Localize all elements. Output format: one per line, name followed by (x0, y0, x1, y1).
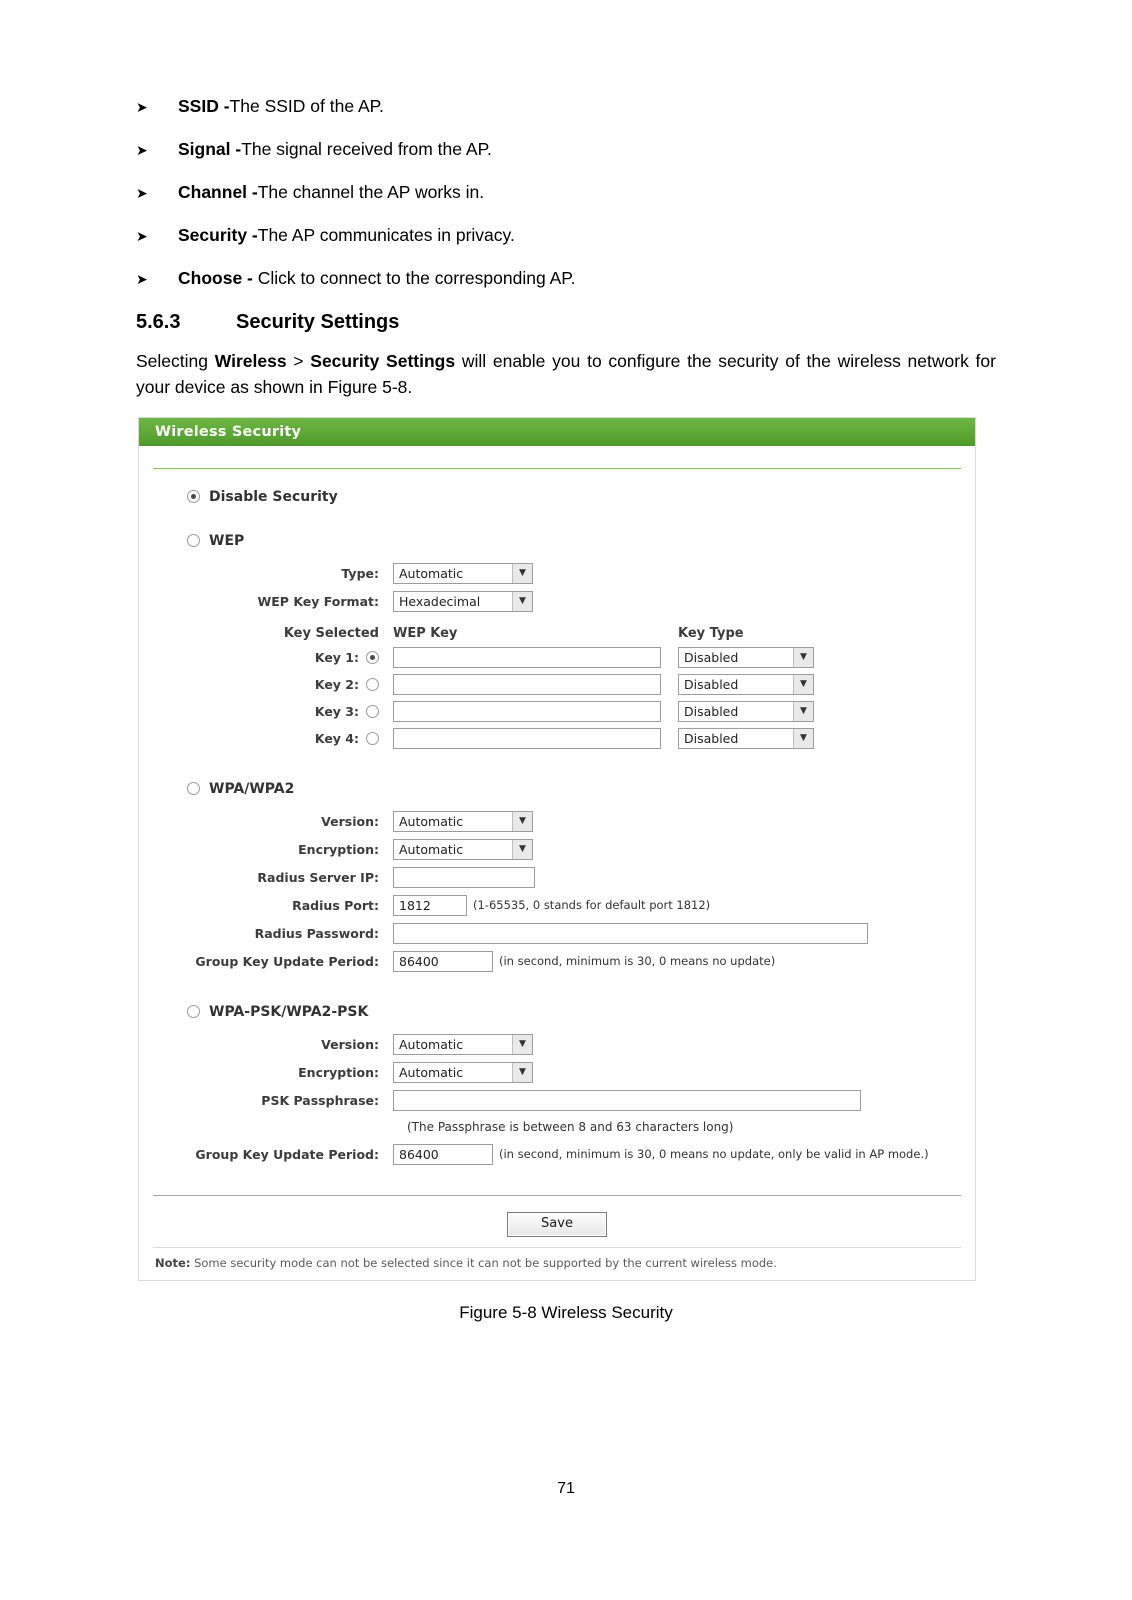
chevron-down-icon[interactable]: ▼ (793, 729, 813, 748)
psk-passphrase-hint: (The Passphrase is between 8 and 63 characters long) (407, 1119, 734, 1134)
note-label: Note: (155, 1255, 191, 1270)
definition: The signal received from the AP. (241, 139, 492, 159)
key1-input-cell (393, 647, 678, 668)
definition: The channel the AP works in. (257, 182, 485, 202)
page-content (136, 96, 996, 1323)
wpa-encryption-row (153, 839, 961, 860)
col-wep-key: WEP Key (393, 625, 458, 641)
psk-passphrase-label: PSK Passphrase: (261, 1092, 379, 1108)
key3-label-cell (153, 704, 393, 719)
wep-section (153, 533, 961, 749)
radius-port-label: Radius Port: (292, 897, 379, 913)
key2-label-cell (153, 677, 393, 692)
key2-input-cell (393, 674, 678, 695)
section-title: Security Settings (236, 311, 400, 333)
disable-security-option[interactable] (187, 489, 961, 505)
key4-type-cell (678, 728, 814, 749)
chevron-down-icon[interactable]: ▼ (512, 1035, 532, 1054)
wpa-group-key-hint: (in second, minimum is 30, 0 means no update) (499, 954, 776, 968)
col-key-type: Key Type (678, 625, 744, 641)
psk-encryption-select[interactable] (393, 1062, 533, 1083)
radius-port-hint: (1-65535, 0 stands for default port 1812) (473, 898, 711, 912)
term: Security - (178, 225, 258, 245)
radius-password-input[interactable] (393, 923, 868, 944)
chevron-down-icon[interactable]: ▼ (793, 675, 813, 694)
list-item (136, 268, 996, 289)
key2-input[interactable] (393, 674, 661, 695)
list-item (136, 182, 996, 203)
wpa-version-value: Automatic (399, 813, 464, 829)
term: Channel - (178, 182, 258, 202)
disable-security-label: Disable Security (209, 488, 338, 505)
radius-ip-label: Radius Server IP: (257, 869, 379, 885)
chevron-down-icon[interactable]: ▼ (512, 564, 532, 583)
term: SSID - (178, 96, 230, 116)
definition: The SSID of the AP. (229, 96, 384, 116)
wpa-psk-option[interactable] (187, 1004, 961, 1020)
list-item-text (178, 182, 484, 203)
wep-key-format-row (153, 591, 961, 612)
panel-body (139, 468, 975, 1280)
list-item-text (178, 268, 576, 289)
note-text: Some security mode can not be selected since it can not be supported by the current wireless mode. (194, 1255, 777, 1270)
para-part-1: Selecting (136, 351, 215, 371)
key3-type-select[interactable] (678, 701, 814, 722)
wep-type-select[interactable] (393, 563, 533, 584)
psk-encryption-label: Encryption: (298, 1064, 379, 1080)
chevron-down-icon[interactable]: ▼ (793, 702, 813, 721)
psk-group-key-label: Group Key Update Period: (195, 1146, 379, 1162)
key1-type-cell (678, 647, 814, 668)
radius-password-label: Radius Password: (254, 925, 379, 941)
psk-passphrase-row (153, 1090, 961, 1111)
definition: Click to connect to the corresponding AP. (257, 268, 576, 288)
radio-key-1[interactable] (366, 651, 379, 664)
radius-port-input[interactable]: 1812 (393, 895, 467, 916)
key4-input[interactable] (393, 728, 661, 749)
wpa-encryption-select[interactable] (393, 839, 533, 860)
list-item-text (178, 96, 384, 117)
chevron-down-icon[interactable]: ▼ (793, 648, 813, 667)
key1-label: Key 1: (314, 649, 359, 665)
key3-type-cell (678, 701, 814, 722)
table-row (153, 728, 961, 749)
psk-version-select[interactable] (393, 1034, 533, 1055)
col-key-selected: Key Selected (283, 625, 379, 641)
term: Choose - (178, 268, 258, 288)
bullet-arrow-icon: ➤ (136, 229, 148, 245)
wpa-section (153, 781, 961, 972)
wep-key-format-select[interactable] (393, 591, 533, 612)
radius-password-row (153, 923, 961, 944)
para-part-3: will enable you to configure the security of the wireless network for your device as shown in Figure 5-8. (136, 351, 996, 398)
psk-encryption-row (153, 1062, 961, 1083)
radius-port-row (153, 895, 961, 916)
radius-ip-input[interactable] (393, 867, 535, 888)
disable-security-section (153, 489, 961, 505)
figure-caption: Figure 5-8 Wireless Security (459, 1302, 673, 1322)
radio-wpa-psk[interactable] (187, 1005, 200, 1018)
radio-key-2[interactable] (366, 678, 379, 691)
key2-type-value: Disabled (684, 676, 739, 692)
key1-type-value: Disabled (684, 649, 739, 665)
wpa-version-label: Version: (321, 813, 379, 829)
para-bold-security-settings: Security Settings (310, 351, 456, 371)
wep-type-row (153, 563, 961, 584)
wep-key-format-value: Hexadecimal (399, 593, 481, 609)
key4-input-cell (393, 728, 678, 749)
psk-version-value: Automatic (399, 1036, 464, 1052)
wep-type-value: Automatic (399, 565, 464, 581)
key2-label: Key 2: (314, 676, 359, 692)
section-paragraph (136, 348, 996, 401)
divider (153, 468, 961, 469)
key4-type-select[interactable] (678, 728, 814, 749)
definition: The AP communicates in privacy. (257, 225, 515, 245)
psk-version-row (153, 1034, 961, 1055)
wpa-version-row (153, 811, 961, 832)
radio-wep[interactable] (187, 534, 200, 547)
key1-type-select[interactable] (678, 647, 814, 668)
wpa-psk-section (153, 1004, 961, 1165)
list-item-text (178, 139, 492, 160)
key4-label-cell (153, 731, 393, 746)
list-item (136, 96, 996, 117)
table-row (153, 701, 961, 722)
wpa-label: WPA/WPA2 (209, 780, 295, 797)
chevron-down-icon[interactable]: ▼ (512, 1063, 532, 1082)
wpa-psk-label: WPA-PSK/WPA2-PSK (209, 1003, 369, 1020)
wep-table-header (153, 626, 961, 641)
wpa-group-key-input[interactable]: 86400 (393, 951, 493, 972)
wep-label: WEP (209, 532, 245, 549)
psk-group-key-row (153, 1144, 961, 1165)
para-part-2: > (286, 351, 311, 371)
wpa-group-key-row (153, 951, 961, 972)
definition-list (136, 96, 996, 289)
wep-type-label: Type: (341, 565, 379, 581)
para-bold-wireless: Wireless (214, 351, 287, 371)
router-ui-screenshot (138, 417, 976, 1281)
psk-encryption-value: Automatic (399, 1064, 464, 1080)
psk-passphrase-input[interactable] (393, 1090, 861, 1111)
wpa-encryption-label: Encryption: (298, 841, 379, 857)
list-item (136, 225, 996, 246)
wpa-encryption-value: Automatic (399, 841, 464, 857)
key2-type-select[interactable] (678, 674, 814, 695)
wep-key-format-label: WEP Key Format: (257, 593, 379, 609)
psk-group-key-hint: (in second, minimum is 30, 0 means no update, only be valid in AP mode.) (499, 1147, 929, 1161)
radius-ip-row (153, 867, 961, 888)
bullet-arrow-icon: ➤ (136, 100, 148, 116)
term: Signal - (178, 139, 242, 159)
key1-input[interactable] (393, 647, 661, 668)
key3-type-value: Disabled (684, 703, 739, 719)
bullet-arrow-icon: ➤ (136, 143, 148, 159)
radio-key-3[interactable] (366, 705, 379, 718)
wep-option[interactable] (187, 533, 961, 549)
wpa-version-select[interactable] (393, 811, 533, 832)
list-item (136, 139, 996, 160)
section-number: 5.6.3 (136, 311, 181, 333)
chevron-down-icon[interactable]: ▼ (512, 812, 532, 831)
psk-version-label: Version: (321, 1036, 379, 1052)
save-button[interactable]: Save (507, 1212, 607, 1237)
chevron-down-icon[interactable]: ▼ (512, 840, 532, 859)
wpa-group-key-label: Group Key Update Period: (195, 953, 379, 969)
page-number: 71 (557, 1480, 575, 1497)
section-heading (136, 311, 996, 334)
bullet-arrow-icon: ➤ (136, 186, 148, 202)
radio-disable-security[interactable] (187, 490, 200, 503)
key3-input-cell (393, 701, 678, 722)
panel-title: Wireless Security (139, 418, 975, 446)
key3-label: Key 3: (314, 703, 359, 719)
key2-type-cell (678, 674, 814, 695)
list-item-text (178, 225, 515, 246)
table-row (153, 647, 961, 668)
save-row (153, 1212, 961, 1237)
psk-group-key-input[interactable]: 86400 (393, 1144, 493, 1165)
panel-note (153, 1247, 961, 1280)
key3-input[interactable] (393, 701, 661, 722)
radio-key-4[interactable] (366, 732, 379, 745)
chevron-down-icon[interactable]: ▼ (512, 592, 532, 611)
table-row (153, 674, 961, 695)
wpa-option[interactable] (187, 781, 961, 797)
key1-label-cell (153, 650, 393, 665)
divider-bottom (153, 1195, 961, 1196)
bullet-arrow-icon: ➤ (136, 272, 148, 288)
key4-type-value: Disabled (684, 730, 739, 746)
radio-wpa[interactable] (187, 782, 200, 795)
key4-label: Key 4: (314, 730, 359, 746)
